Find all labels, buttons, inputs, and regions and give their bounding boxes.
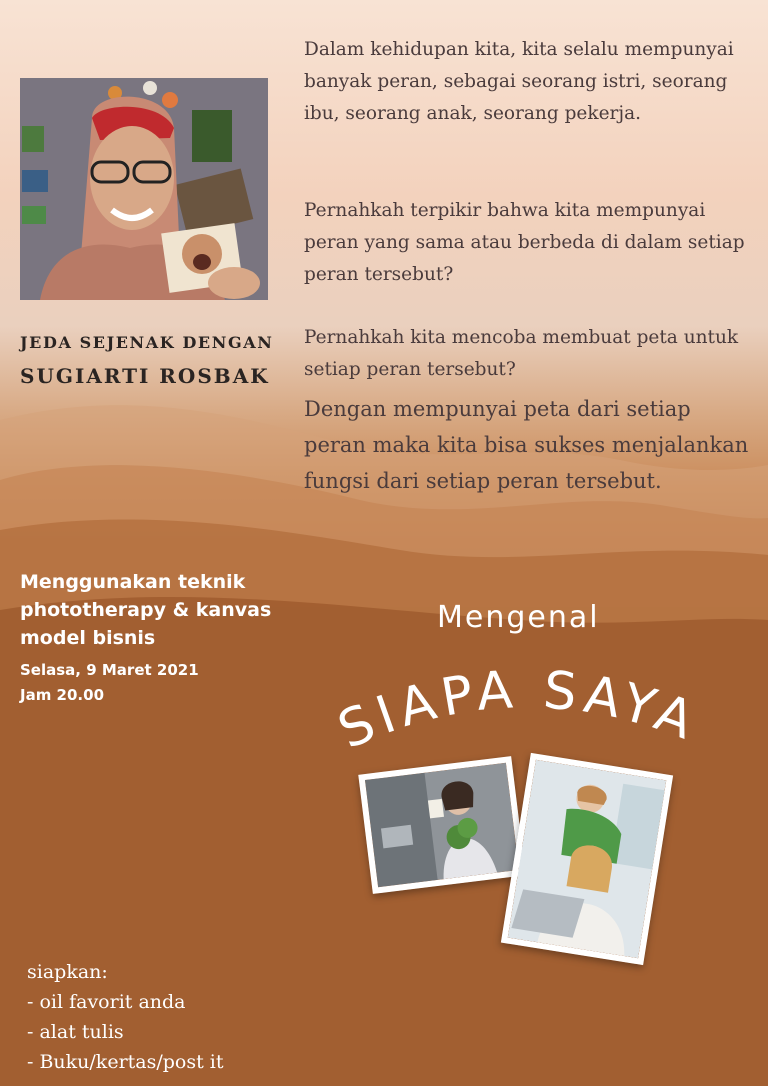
headline-small: Mengenal xyxy=(437,600,600,635)
event-date: Selasa, 9 Maret 2021 xyxy=(20,661,199,679)
intro-paragraph-4: Dengan mempunyai peta dari setiap peran maka kita bisa sukses menjalankan fungsi dari setiap peran tersebut. xyxy=(304,397,749,493)
speaker-photo xyxy=(20,78,268,300)
woman-with-plant-photo xyxy=(358,756,525,894)
svg-text:SIAPA SAYA xyxy=(330,660,707,761)
event-time: Jam 20.00 xyxy=(20,686,105,704)
mother-with-child-photo xyxy=(501,753,673,965)
list-item: - Buku/kertas/post it xyxy=(27,1051,224,1073)
list-item: - oil favorit anda xyxy=(27,991,186,1013)
headline-arc xyxy=(280,630,750,780)
intro-paragraph-1: Dalam kehidupan kita, kita selalu mempunyai banyak peran, sebagai seorang istri, seorang ibu, seorang anak, seorang pekerja. xyxy=(304,39,734,124)
preparation-title: siapkan: xyxy=(27,961,108,983)
technique-description: Menggunakan teknik phototherapy & kanvas model bisnis xyxy=(20,571,272,649)
speaker-name: SUGIARTI ROSBAK xyxy=(20,364,270,388)
headline-big: SIAPA SAYA xyxy=(329,660,707,762)
preparation-list xyxy=(27,957,224,1077)
speaker-intro-label: JEDA SEJENAK DENGAN xyxy=(20,333,274,352)
intro-paragraph-2: Pernahkah terpikir bahwa kita mempunyai peran yang sama atau berbeda di dalam setiap peran tersebut? xyxy=(304,200,745,285)
list-item: - alat tulis xyxy=(27,1021,124,1043)
intro-paragraph-3: Pernahkah kita mencoba membuat peta untuk setiap peran tersebut? xyxy=(304,327,739,380)
